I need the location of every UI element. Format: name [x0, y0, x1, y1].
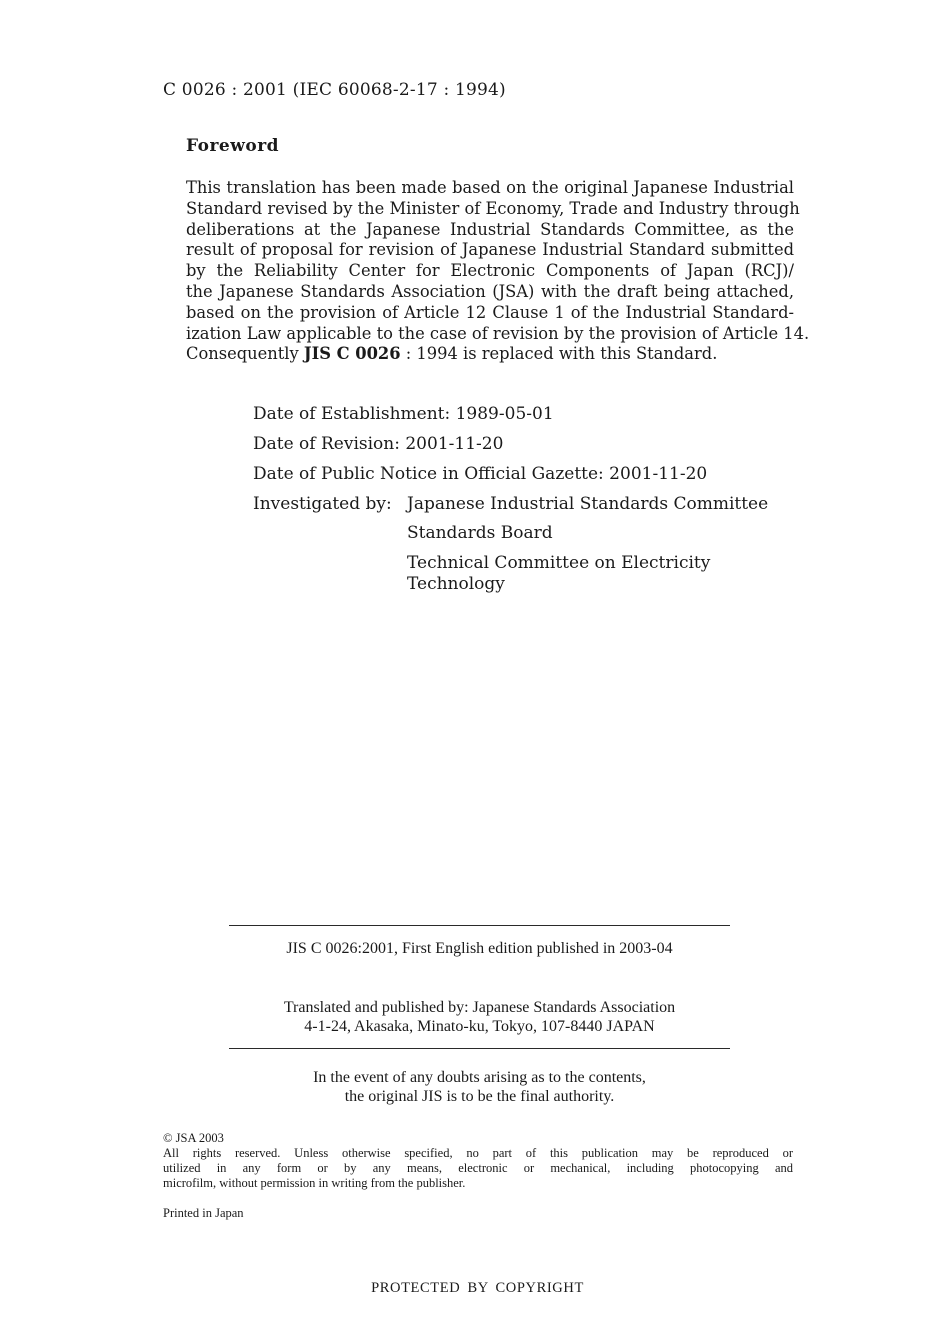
printed-in: Printed in Japan	[163, 1206, 244, 1220]
date-of-revision: Date of Revision: 2001-11-20	[253, 434, 504, 454]
foreword-line: the Japanese Standards Association (JSA) with the draft being attached,	[186, 281, 794, 301]
investigator-technical-committee: Technical Committee on Electricity Technology	[407, 553, 711, 594]
final-line-suffix: : 1994 is replaced with this Standard.	[400, 344, 718, 364]
investigator-committee: Japanese Industrial Standards Committee	[407, 494, 769, 514]
protected-by-copyright-footer: PROTECTED BY COPYRIGHT	[371, 1280, 584, 1296]
foreword-paragraph	[186, 178, 810, 365]
divider-top	[229, 925, 730, 926]
publisher-address: 4-1-24, Akasaka, Minato-ku, Tokyo, 107-8440 JAPAN	[304, 1018, 655, 1035]
publisher-line: Translated and published by: Japanese Standards Association	[283, 999, 676, 1016]
rights-line: utilized in any form or by any means, electronic or mechanical, including photocopying and	[163, 1161, 793, 1175]
foreword-line: Standard revised by the Minister of Economy, Trade and Industry through	[186, 198, 800, 218]
rights-line: All rights reserved. Unless otherwise specified, no part of this publication may be reproduced or	[163, 1146, 793, 1160]
foreword-line: result of proposal for revision of Japanese Industrial Standard submitted	[186, 240, 794, 260]
authority-notice	[229, 1068, 730, 1106]
edition-notice: JIS C 0026:2001, First English edition published in 2003-04	[286, 940, 673, 957]
foreword-line: deliberations at the Japanese Industrial Standards Committee, as the	[186, 219, 794, 239]
copyright-notice: © JSA 2003	[163, 1131, 224, 1145]
foreword-line: based on the provision of Article 12 Clause 1 of the Industrial Standard-	[186, 302, 794, 322]
foreword-line: This translation has been made based on the original Japanese Industrial	[186, 178, 794, 197]
date-of-public-notice: Date of Public Notice in Official Gazette: 2001-11-20	[253, 464, 708, 484]
divider-bottom	[229, 1048, 730, 1049]
copyright-block	[163, 1131, 793, 1191]
standard-reference: JIS C 0026	[303, 344, 401, 364]
authority-line: the original JIS is to be the final authority.	[344, 1088, 615, 1105]
foreword-line: ization Law applicable to the case of revision by the provision of Article 14.	[186, 323, 810, 343]
final-line-prefix: Consequently	[186, 344, 304, 364]
authority-line: In the event of any doubts arising as to the contents,	[313, 1069, 646, 1086]
foreword-final-line	[186, 344, 794, 365]
publisher-info	[229, 998, 730, 1036]
investigated-by-label: Investigated by:	[253, 494, 392, 514]
document-code-header: C 0026 : 2001 (IEC 60068-2-17 : 1994)	[163, 80, 506, 100]
foreword-heading: Foreword	[186, 136, 280, 156]
rights-line: microfilm, without permission in writing from the publisher.	[163, 1176, 466, 1190]
foreword-line: by the Reliability Center for Electronic Components of Japan (RCJ)/	[186, 261, 794, 281]
investigator-board: Standards Board	[407, 523, 553, 543]
date-of-establishment: Date of Establishment: 1989-05-01	[253, 404, 554, 424]
